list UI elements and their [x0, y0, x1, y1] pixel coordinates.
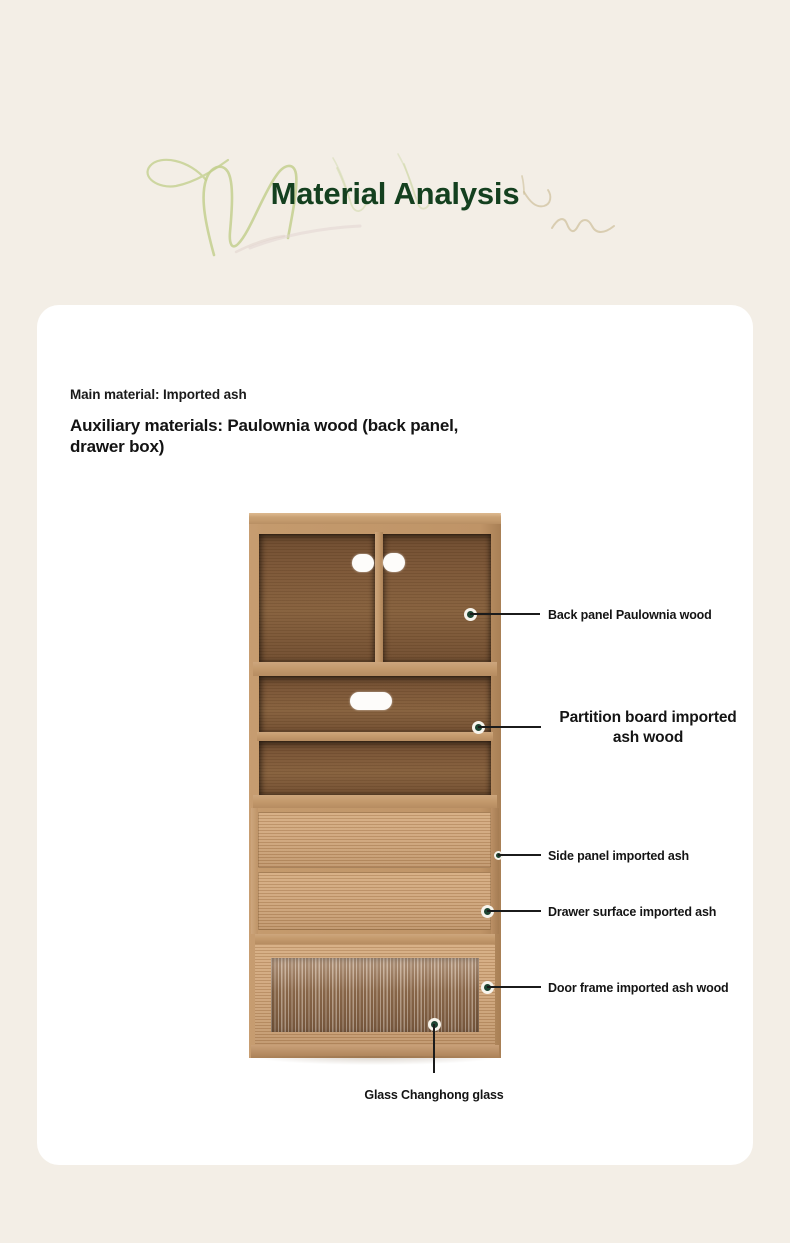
oval-cutout-middle	[350, 692, 392, 710]
handle-cutout-right	[383, 553, 405, 572]
top-center-divider	[375, 532, 383, 664]
callout-leader-glass	[433, 1024, 434, 1073]
drawer-front-top	[258, 812, 491, 868]
callout-label-partition-board: Partition board imported ash wood	[559, 709, 737, 747]
callout-label-back-panel: Back panel Paulownia wood	[548, 608, 712, 622]
callout-leader-drawer-surface	[487, 910, 541, 911]
handle-cutout-left	[352, 554, 374, 572]
auxiliary-material-text: Auxiliary materials: Paulownia wood (back panel, drawer box)	[70, 416, 459, 457]
callout-leader-back-panel	[470, 613, 540, 614]
shelf-board-2	[253, 795, 497, 808]
callout-leader-door-frame	[487, 986, 541, 987]
callout-label-drawer-surface: Drawer surface imported ash	[548, 905, 717, 919]
callout-label-glass: Glass Changhong glass	[364, 1088, 504, 1102]
cabinet-body	[249, 524, 501, 1058]
top-left-compartment	[259, 534, 375, 662]
middle-lower-shelf	[259, 741, 491, 795]
callout-label-door-frame: Door frame imported ash wood	[548, 981, 729, 995]
callout-leader-partition-board	[478, 726, 541, 727]
partition-board	[257, 732, 493, 741]
drawer-front-bottom	[258, 872, 491, 930]
page-header	[0, 0, 790, 290]
title-block	[0, 140, 790, 260]
callout-leader-side-panel	[498, 854, 541, 855]
shelf-board-1	[253, 662, 497, 676]
page-title: Material Analysis	[270, 176, 520, 211]
cabinet-illustration	[249, 513, 501, 1058]
side-panel-left	[251, 808, 258, 934]
glass-sheen	[271, 958, 479, 992]
drawer-divider-rail	[255, 934, 495, 944]
main-material-text: Main material: Imported ash	[70, 387, 247, 402]
changhong-glass	[271, 958, 479, 1032]
callout-label-side-panel: Side panel imported ash	[548, 849, 690, 863]
cabinet-shadow	[253, 1056, 499, 1065]
